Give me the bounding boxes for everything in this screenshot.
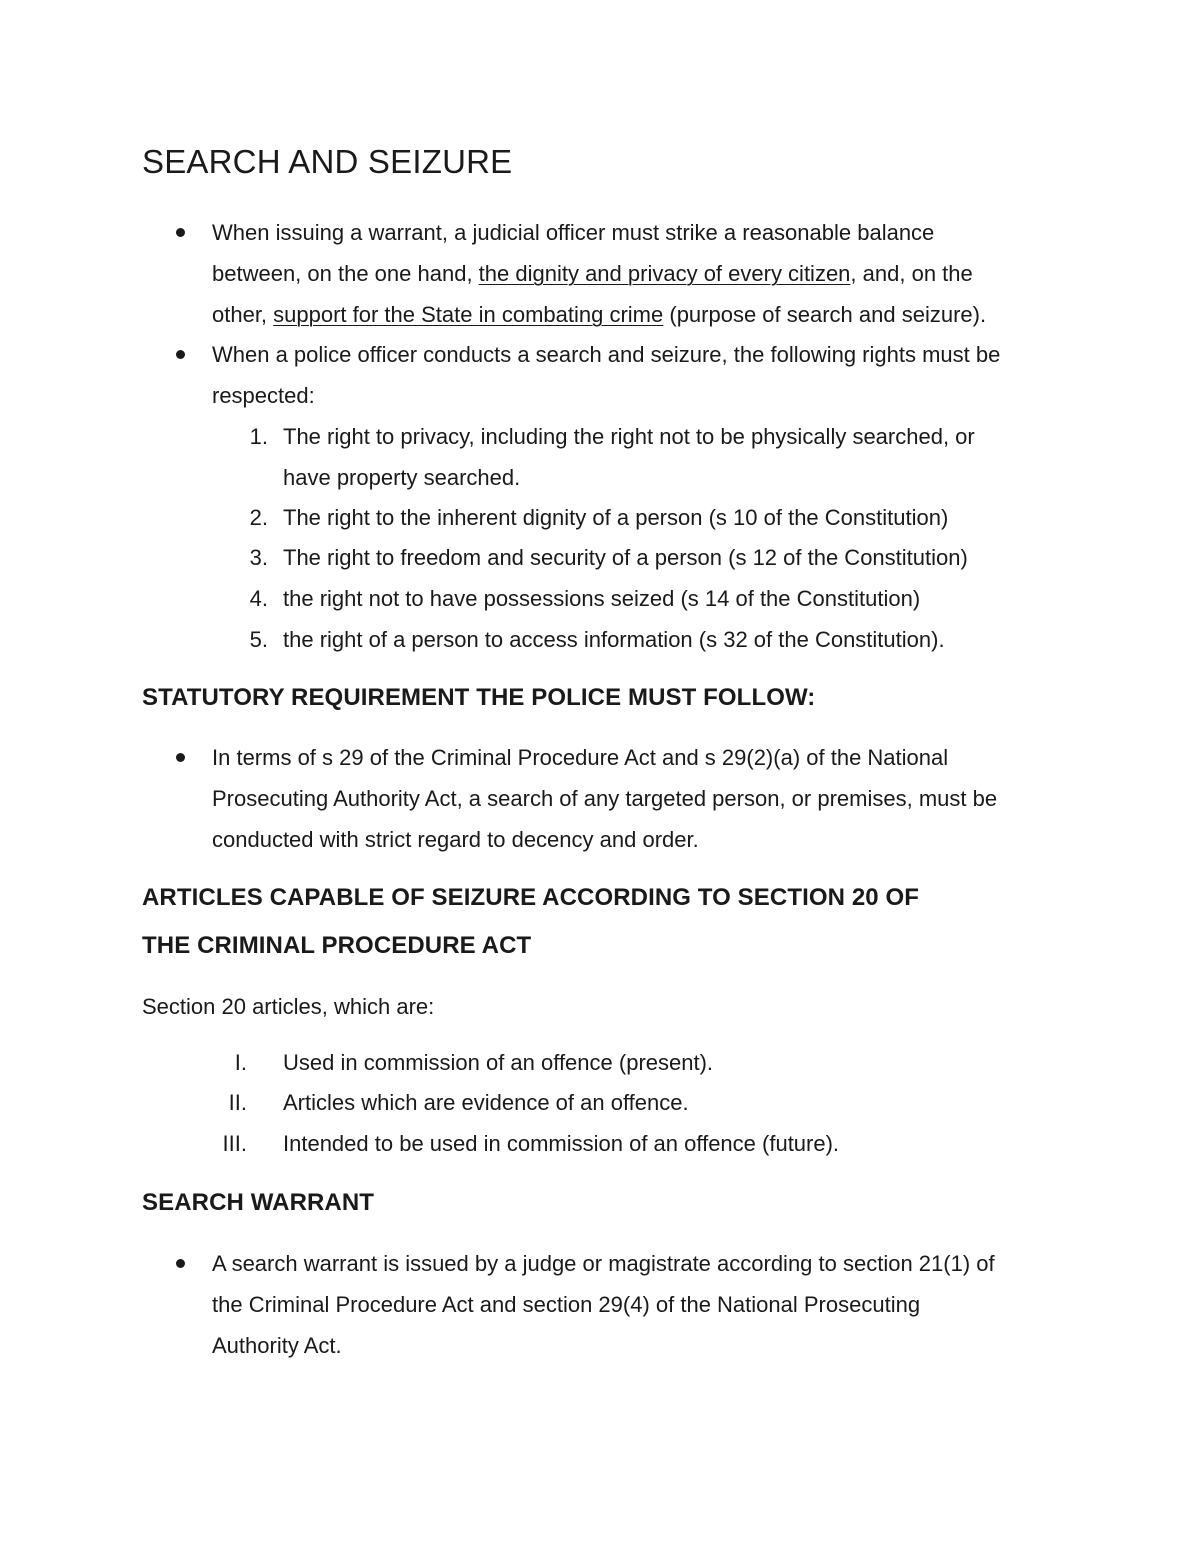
underlined-text: the dignity and privacy of every citizen (478, 261, 851, 286)
text-run: , and, on the (850, 261, 973, 286)
underlined-text: support for the State in combating crime (273, 302, 664, 327)
bullet-icon (176, 1259, 185, 1268)
list-item: The right to privacy, including the right not to be physically searched, or (283, 424, 975, 449)
text-run: (purpose of search and seizure). (663, 302, 987, 327)
paragraph-line: When issuing a warrant, a judicial officer must strike a reasonable balance (212, 220, 935, 245)
page-title: SEARCH AND SEIZURE (142, 143, 513, 180)
paragraph-line: In terms of s 29 of the Criminal Procedure Act and s 29(2)(a) of the National (212, 745, 949, 770)
text-run: between, on the one hand, (212, 261, 479, 286)
paragraph-line: Authority Act. (212, 1333, 342, 1358)
list-item: Intended to be used in commission of an offence (future). (283, 1131, 840, 1156)
list-item: the right not to have possessions seized (s 14 of the Constitution) (283, 586, 921, 611)
section-heading: SEARCH WARRANT (142, 1189, 375, 1216)
bullet-icon (176, 228, 185, 237)
paragraph-line: Section 20 articles, which are: (142, 994, 435, 1019)
list-number: 5. (249, 627, 268, 652)
list-number: I. (234, 1050, 247, 1075)
bullet-icon (176, 350, 185, 359)
list-number: III. (222, 1131, 247, 1156)
paragraph-line: conducted with strict regard to decency and order. (212, 827, 699, 852)
list-number: 1. (249, 424, 268, 449)
text-run: other, (212, 302, 274, 327)
list-item: Articles which are evidence of an offence. (283, 1090, 689, 1115)
bullet-icon (176, 753, 185, 762)
list-number: 2. (249, 505, 268, 530)
paragraph-line: A search warrant is issued by a judge or magistrate according to section 21(1) of (212, 1251, 995, 1276)
list-number: 4. (249, 586, 268, 611)
list-item: The right to freedom and security of a person (s 12 of the Constitution) (283, 545, 968, 570)
paragraph-line: the Criminal Procedure Act and section 29(4) of the National Prosecuting (212, 1292, 921, 1317)
paragraph-line: When a police officer conducts a search and seizure, the following rights must be (212, 342, 1001, 367)
list-item-continuation: have property searched. (283, 465, 521, 490)
list-number: II. (228, 1090, 247, 1115)
list-item: Used in commission of an offence (present). (283, 1050, 714, 1075)
section-heading: THE CRIMINAL PROCEDURE ACT (142, 932, 532, 959)
list-item: The right to the inherent dignity of a person (s 10 of the Constitution) (283, 505, 949, 530)
list-item: the right of a person to access information (s 32 of the Constitution). (283, 627, 945, 652)
paragraph-line (212, 294, 986, 335)
section-heading: STATUTORY REQUIREMENT THE POLICE MUST FOLLOW: (142, 684, 816, 711)
paragraph-line: respected: (212, 383, 315, 408)
section-heading: ARTICLES CAPABLE OF SEIZURE ACCORDING TO SECTION 20 OF (142, 884, 920, 911)
paragraph-line: Prosecuting Authority Act, a search of any targeted person, or premises, must be (212, 786, 998, 811)
list-number: 3. (249, 545, 268, 570)
paragraph-line (212, 253, 973, 294)
